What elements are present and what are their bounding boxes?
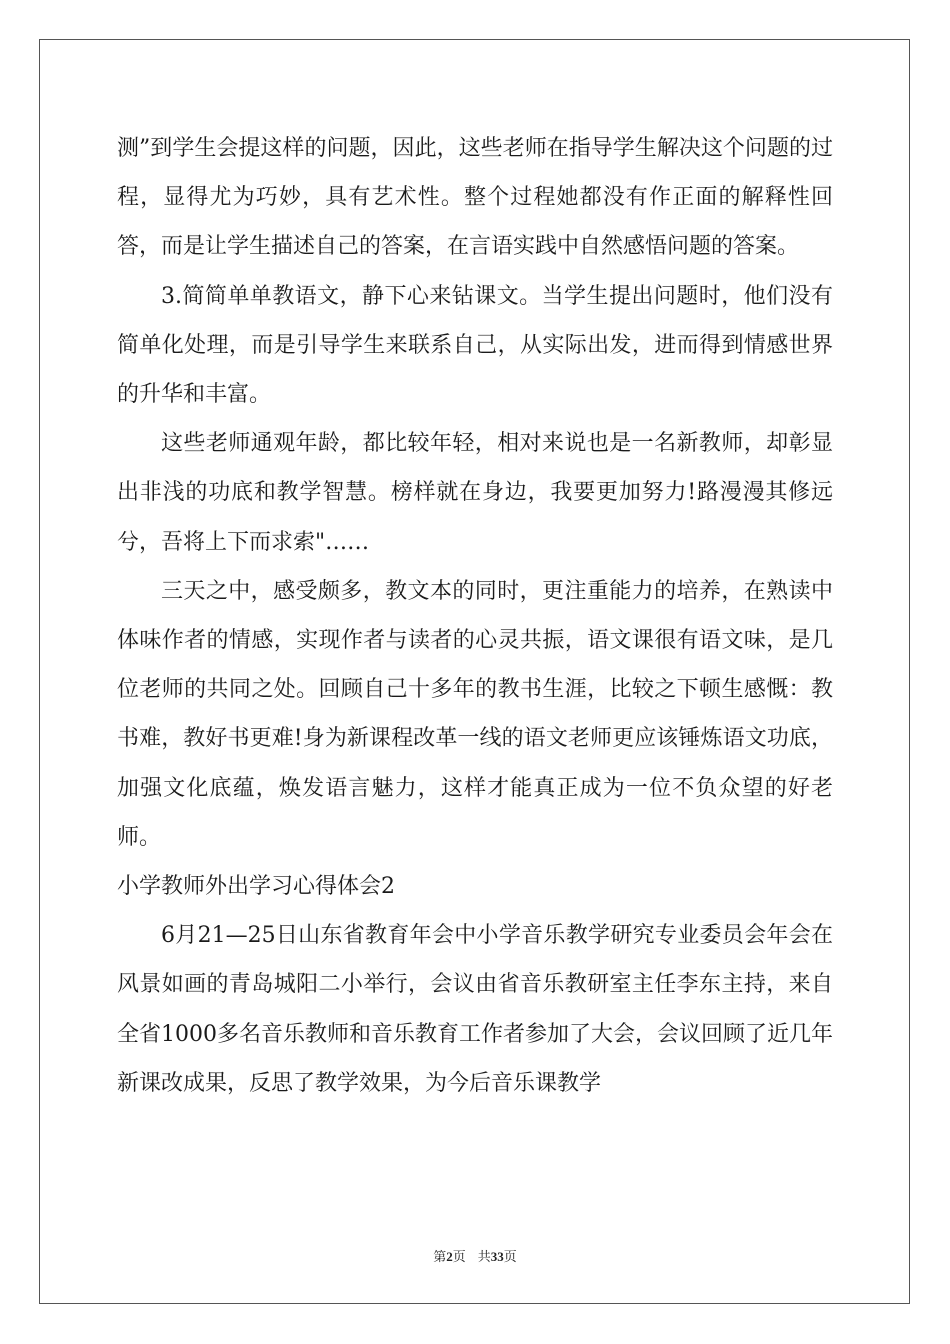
paragraph-conference: 6月21—25日山东省教育年会中小学音乐教学研究专业委员会年会在风景如画的青岛城阳二小举行，会议由省音乐教研室主任李东主持，来自全省1000多名音乐教师和音乐教育工作者参加了大会，会议回顾了近几年新课改成果，反思了教学效果，为今后音乐课教学 <box>117 923 833 1096</box>
footer-page-prefix: 第 <box>433 1250 447 1265</box>
footer-page-total: 33 <box>490 1249 504 1264</box>
document-body <box>117 124 833 1108</box>
paragraph-point-3: 3.简简单单教语文，静下心来钻课文。当学生提出问题时，他们没有简单化处理，而是引导学生来联系自己，从实际出发，进而得到情感世界的升华和丰富。 <box>117 283 833 408</box>
paragraph-reflection: 三天之中，感受颇多，教文本的同时，更注重能力的培养，在熟读中体味作者的情感，实现作者与读者的心灵共振，语文课很有语文味，是几位老师的共同之处。回顾自己十多年的教书生涯，比较之下顿生感慨：教书难，教好书更难!身为新课程改革一线的语文老师更应该锤炼语文功底，加强文化底蕴，焕发语言魅力，这样才能真正成为一位不负众望的好老师。 <box>117 578 833 850</box>
section-heading: 小学教师外出学习心得体会2 <box>117 874 395 900</box>
page-footer <box>0 1246 950 1265</box>
paragraph-role-models: 这些老师通观年龄，都比较年轻，相对来说也是一名新教师，却彰显出非浅的功底和教学智慧。榜样就在身边，我要更加努力!路漫漫其修远兮，吾将上下而求索"…… <box>117 431 833 555</box>
footer-total-suffix: 页 <box>503 1250 517 1265</box>
paragraph-continued: 测”到学生会提这样的问题，因此，这些老师在指导学生解决这个问题的过程，显得尤为巧妙，具有艺术性。整个过程她都没有作正面的解释性回答，而是让学生描述自己的答案，在言语实践中自然感悟问题的答案。 <box>117 136 833 260</box>
footer-total-prefix: 共 <box>477 1250 491 1265</box>
footer-page-current: 2 <box>446 1249 453 1264</box>
footer-page-mid: 页 <box>452 1250 466 1265</box>
